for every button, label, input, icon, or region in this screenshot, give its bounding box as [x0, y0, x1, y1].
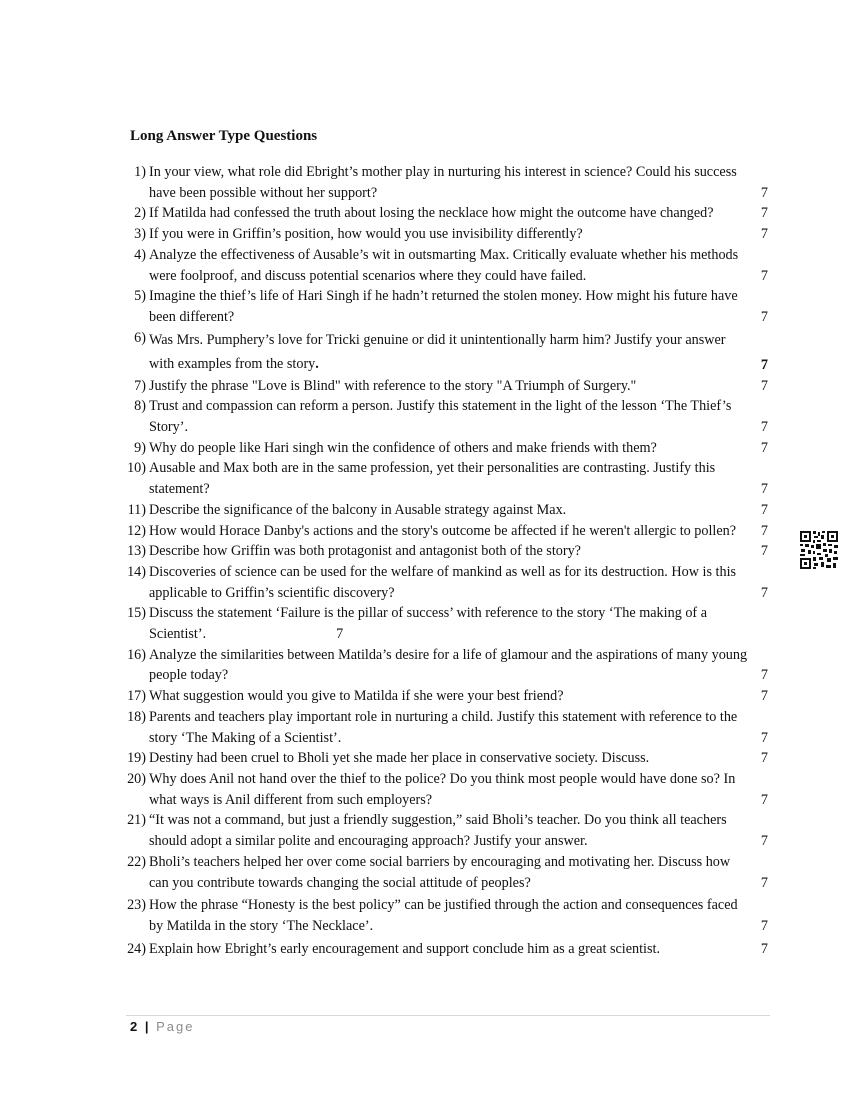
question-text: Ausable and Max both are in the same profession, yet their personalities are contrasting. Justify this statement?: [149, 460, 716, 498]
question-item: [118, 224, 770, 245]
question-marks: 7: [760, 584, 768, 601]
question-marks: 7: [760, 356, 768, 373]
question-marks: 7: [760, 522, 768, 539]
question-marks: 7: [760, 940, 768, 957]
question-text: [149, 328, 770, 376]
question-list: [118, 162, 770, 959]
question-item: [118, 376, 770, 397]
question-item: [118, 245, 770, 286]
question-text: If Matilda had confessed the truth about losing the necklace how might the outcome have changed?: [149, 205, 714, 222]
question-item: [118, 203, 770, 224]
question-item: [118, 939, 770, 960]
question-text: “It was not a command, but just a friendly suggestion,” said Bholi’s teacher. Do you think all teachers should adopt a similar polite and encouraging approach? Justify your answer.: [149, 812, 727, 850]
question-number: 14): [127, 563, 146, 580]
question-item: [118, 603, 770, 644]
question-number: 23): [127, 897, 146, 914]
question-number: 20): [127, 770, 146, 787]
question-text: How would Horace Danby's actions and the story's outcome be affected if he weren't allergic to pollen?: [149, 522, 737, 539]
question-item: [118, 328, 770, 376]
page-label: Page: [156, 1019, 195, 1034]
question-text: What suggestion would you give to Matilda if she were your best friend?: [149, 688, 564, 705]
question-marks: 7: [760, 439, 768, 456]
question-text-body: Discuss the statement ‘Failure is the pillar of success’ with reference to the story ‘The making of a Scientist’.: [149, 605, 707, 643]
question-item: [118, 686, 770, 707]
question-text: Imagine the thief’s life of Hari Singh if he hadn’t returned the stolen money. How might his future have been different?: [149, 288, 738, 325]
question-marks: 7: [760, 874, 768, 891]
qr-code-icon: [799, 530, 839, 570]
question-marks: 7: [760, 543, 768, 560]
question-item: [118, 162, 770, 203]
question-marks: 7: [760, 481, 768, 498]
question-number: 4): [134, 246, 146, 263]
question-text: Destiny had been cruel to Bholi yet she made her place in conservative society. Discuss.: [149, 750, 650, 767]
footer-divider: [126, 1015, 770, 1016]
question-item: [118, 500, 770, 521]
question-text: Justify the phrase "Love is Blind" with reference to the story "A Triumph of Surgery.": [149, 377, 637, 394]
question-number: 18): [127, 708, 146, 725]
question-number: 22): [127, 853, 146, 870]
question-number: 3): [134, 226, 146, 243]
question-item: [118, 458, 770, 499]
question-marks: 7: [760, 308, 768, 325]
question-text-body: Was Mrs. Pumphery’s love for Tricki genuine or did it unintentionally harm him? Justify your answer with examples from the story: [149, 331, 726, 372]
question-marks: 7: [760, 750, 768, 767]
question-text-period: .: [315, 355, 319, 372]
question-text: Describe how Griffin was both protagonist and antagonist both of the story?: [149, 543, 581, 560]
question-marks: 7: [760, 833, 768, 850]
question-item: [118, 541, 770, 562]
question-item: [118, 521, 770, 542]
question-marks: 7: [336, 626, 344, 643]
question-marks: 7: [760, 205, 768, 222]
question-number: 11): [127, 501, 146, 518]
question-text: Bholi’s teachers helped her over come social barriers by encouraging and motivating her. Discuss how can you contribute towards changing the social attitude of peoples?: [149, 853, 731, 891]
question-number: 9): [134, 439, 146, 456]
question-number: 10): [127, 460, 146, 477]
footer-separator: |: [144, 1019, 149, 1034]
question-marks: 7: [760, 184, 768, 201]
question-marks: 7: [760, 377, 768, 394]
question-marks: 7: [760, 501, 768, 518]
question-number: 19): [127, 750, 146, 767]
question-number: 16): [127, 646, 146, 663]
question-item: [118, 895, 770, 936]
question-text: Describe the significance of the balcony in Ausable strategy against Max.: [149, 501, 567, 518]
question-number: 1): [134, 164, 146, 180]
question-text: Why does Anil not hand over the thief to the police? Do you think most people would have done so? In what ways is Anil different from such employers?: [149, 770, 736, 808]
question-text: How the phrase “Honesty is the best policy” can be justified through the action and consequences faced by Matilda in the story ‘The Necklace’.: [149, 897, 738, 934]
question-item: [118, 748, 770, 769]
question-text: Analyze the effectiveness of Ausable’s wit in outsmarting Max. Critically evaluate whether his methods were foolproof, and discuss potential scenarios where they could have failed.: [149, 246, 739, 284]
question-item: [118, 852, 770, 893]
question-text: Discoveries of science can be used for the welfare of mankind as well as for its destruction. How is this applicable to Griffin’s scientific discovery?: [149, 563, 737, 601]
question-number: 7): [134, 377, 146, 394]
question-text: If you were in Griffin’s position, how would you use invisibility differently?: [149, 226, 583, 243]
question-number: 17): [127, 688, 146, 705]
question-number: 8): [134, 398, 146, 415]
question-number: 15): [127, 605, 146, 622]
question-text: Analyze the similarities between Matilda’s desire for a life of glamour and the aspirations of many young people today?: [149, 646, 748, 684]
question-marks: 7: [760, 791, 768, 808]
question-marks: 7: [760, 419, 768, 436]
question-marks: 7: [760, 688, 768, 705]
question-text: [149, 603, 770, 644]
question-text: Why do people like Hari singh win the confidence of others and make friends with them?: [149, 439, 657, 456]
page-number: 2: [130, 1019, 138, 1034]
question-item: [118, 286, 770, 327]
question-marks: 7: [760, 917, 768, 934]
question-item: [118, 769, 770, 810]
question-number: 21): [127, 812, 146, 829]
question-marks: 7: [760, 729, 768, 746]
question-number: 24): [127, 940, 146, 957]
question-text: In your view, what role did Ebright’s mother play in nurturing his interest in science? Could his success have been possible without her support?: [149, 164, 737, 201]
question-marks: 7: [760, 226, 768, 243]
question-text: Trust and compassion can reform a person. Justify this statement in the light of the lesson ‘The Thief’s Story’.: [149, 398, 732, 436]
question-item: [118, 396, 770, 437]
question-item: [118, 562, 770, 603]
question-number: 13): [127, 543, 146, 560]
question-number: 12): [127, 522, 146, 539]
question-marks: 7: [760, 667, 768, 684]
question-number: 6): [134, 329, 146, 346]
question-number: 2): [134, 205, 146, 222]
question-number: 5): [134, 288, 146, 305]
page-footer: [130, 1019, 195, 1034]
question-item: [118, 810, 770, 851]
question-text: Explain how Ebright’s early encouragement and support conclude him as a great scientist.: [149, 940, 660, 957]
question-item: [118, 707, 770, 748]
question-item: [118, 645, 770, 686]
section-heading: Long Answer Type Questions: [130, 128, 318, 144]
question-item: [118, 438, 770, 459]
question-text: Parents and teachers play important role in nurturing a child. Justify this statement with reference to the story ‘The Making of a Scientist’.: [149, 708, 738, 746]
question-marks: 7: [760, 267, 768, 284]
